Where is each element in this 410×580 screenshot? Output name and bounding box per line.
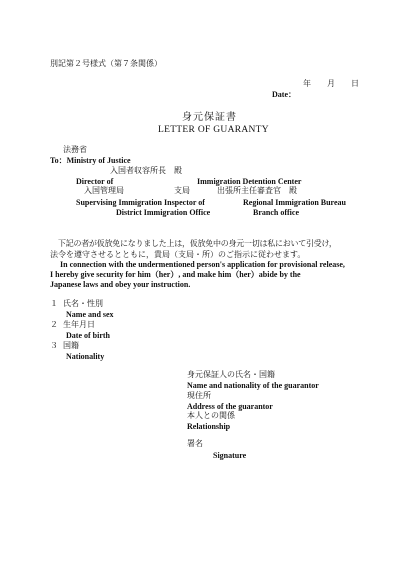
body-jp-line-2: 法令を遵守させるとともに，貴局（支局・所）のご指示に従わせます。 bbox=[50, 250, 306, 259]
supervising-inspector-en: Supervising Immigration Inspector of bbox=[76, 198, 205, 207]
branch-office-en: Branch office bbox=[253, 208, 299, 217]
branch-jp: 支局 bbox=[174, 186, 190, 195]
bureau-jp: 入国管理局 bbox=[84, 186, 124, 195]
guarantor-relation-jp: 本人との関係 bbox=[187, 411, 235, 420]
regional-bureau-en: Regional Immigration Bureau bbox=[243, 198, 346, 207]
director-of-en: Director of bbox=[76, 177, 114, 186]
ministry-jp: 法務省 bbox=[63, 145, 87, 154]
signature-en: Signature bbox=[213, 451, 247, 460]
item-number: １ bbox=[50, 299, 58, 308]
body-en-line-1: In connection with the undermentioned person's application for provisional release, bbox=[60, 260, 345, 269]
item-number: ３ bbox=[50, 341, 58, 350]
date-month-label: 月 bbox=[327, 79, 335, 88]
date-year-label: 年 bbox=[303, 79, 311, 88]
form-reference: 別記第２号様式（第７条関係） bbox=[50, 59, 162, 68]
supervising-inspector-jp: 出張所主任審査官 殿 bbox=[217, 186, 297, 195]
date-day-label: 日 bbox=[351, 79, 359, 88]
detention-center-en: Immigration Detention Center bbox=[197, 177, 302, 186]
body-en-line-2: I hereby give security for him（her）, and make him（her）abide by the bbox=[50, 270, 301, 279]
item-number: ２ bbox=[50, 320, 58, 329]
item-label-jp: 国籍 bbox=[63, 341, 79, 350]
detention-center-jp: 入国者収容所長 殿 bbox=[110, 166, 182, 175]
guarantor-name-en: Name and nationality of the guarantor bbox=[187, 381, 319, 390]
title-jp: 身元保証書 bbox=[182, 112, 237, 123]
date-label: Date： bbox=[272, 90, 296, 99]
signature-jp: 署名 bbox=[187, 439, 203, 448]
guarantor-address-en: Address of the guarantor bbox=[187, 402, 273, 411]
item-label-en: Name and sex bbox=[66, 310, 114, 319]
body-jp-line-1: 下記の者が仮放免になりました上は，仮放免中の身元一切は私において引受け， bbox=[58, 239, 337, 248]
body-en-line-3: Japanese laws and obey your instruction. bbox=[50, 280, 191, 289]
item-label-jp: 生年月日 bbox=[63, 320, 95, 329]
item-label-en: Nationality bbox=[66, 352, 105, 361]
item-label-jp: 氏名・性別 bbox=[63, 299, 103, 308]
guarantor-address-jp: 現住所 bbox=[187, 391, 211, 400]
district-office-en: District Immigration Office bbox=[116, 208, 211, 217]
guarantor-name-jp: 身元保証人の氏名・国籍 bbox=[187, 370, 275, 379]
ministry-en: To：Ministry of Justice bbox=[50, 156, 131, 165]
guarantor-relation-en: Relationship bbox=[187, 422, 231, 431]
item-label-en: Date of birth bbox=[66, 331, 110, 340]
title-en: LETTER OF GUARANTY bbox=[158, 125, 269, 135]
